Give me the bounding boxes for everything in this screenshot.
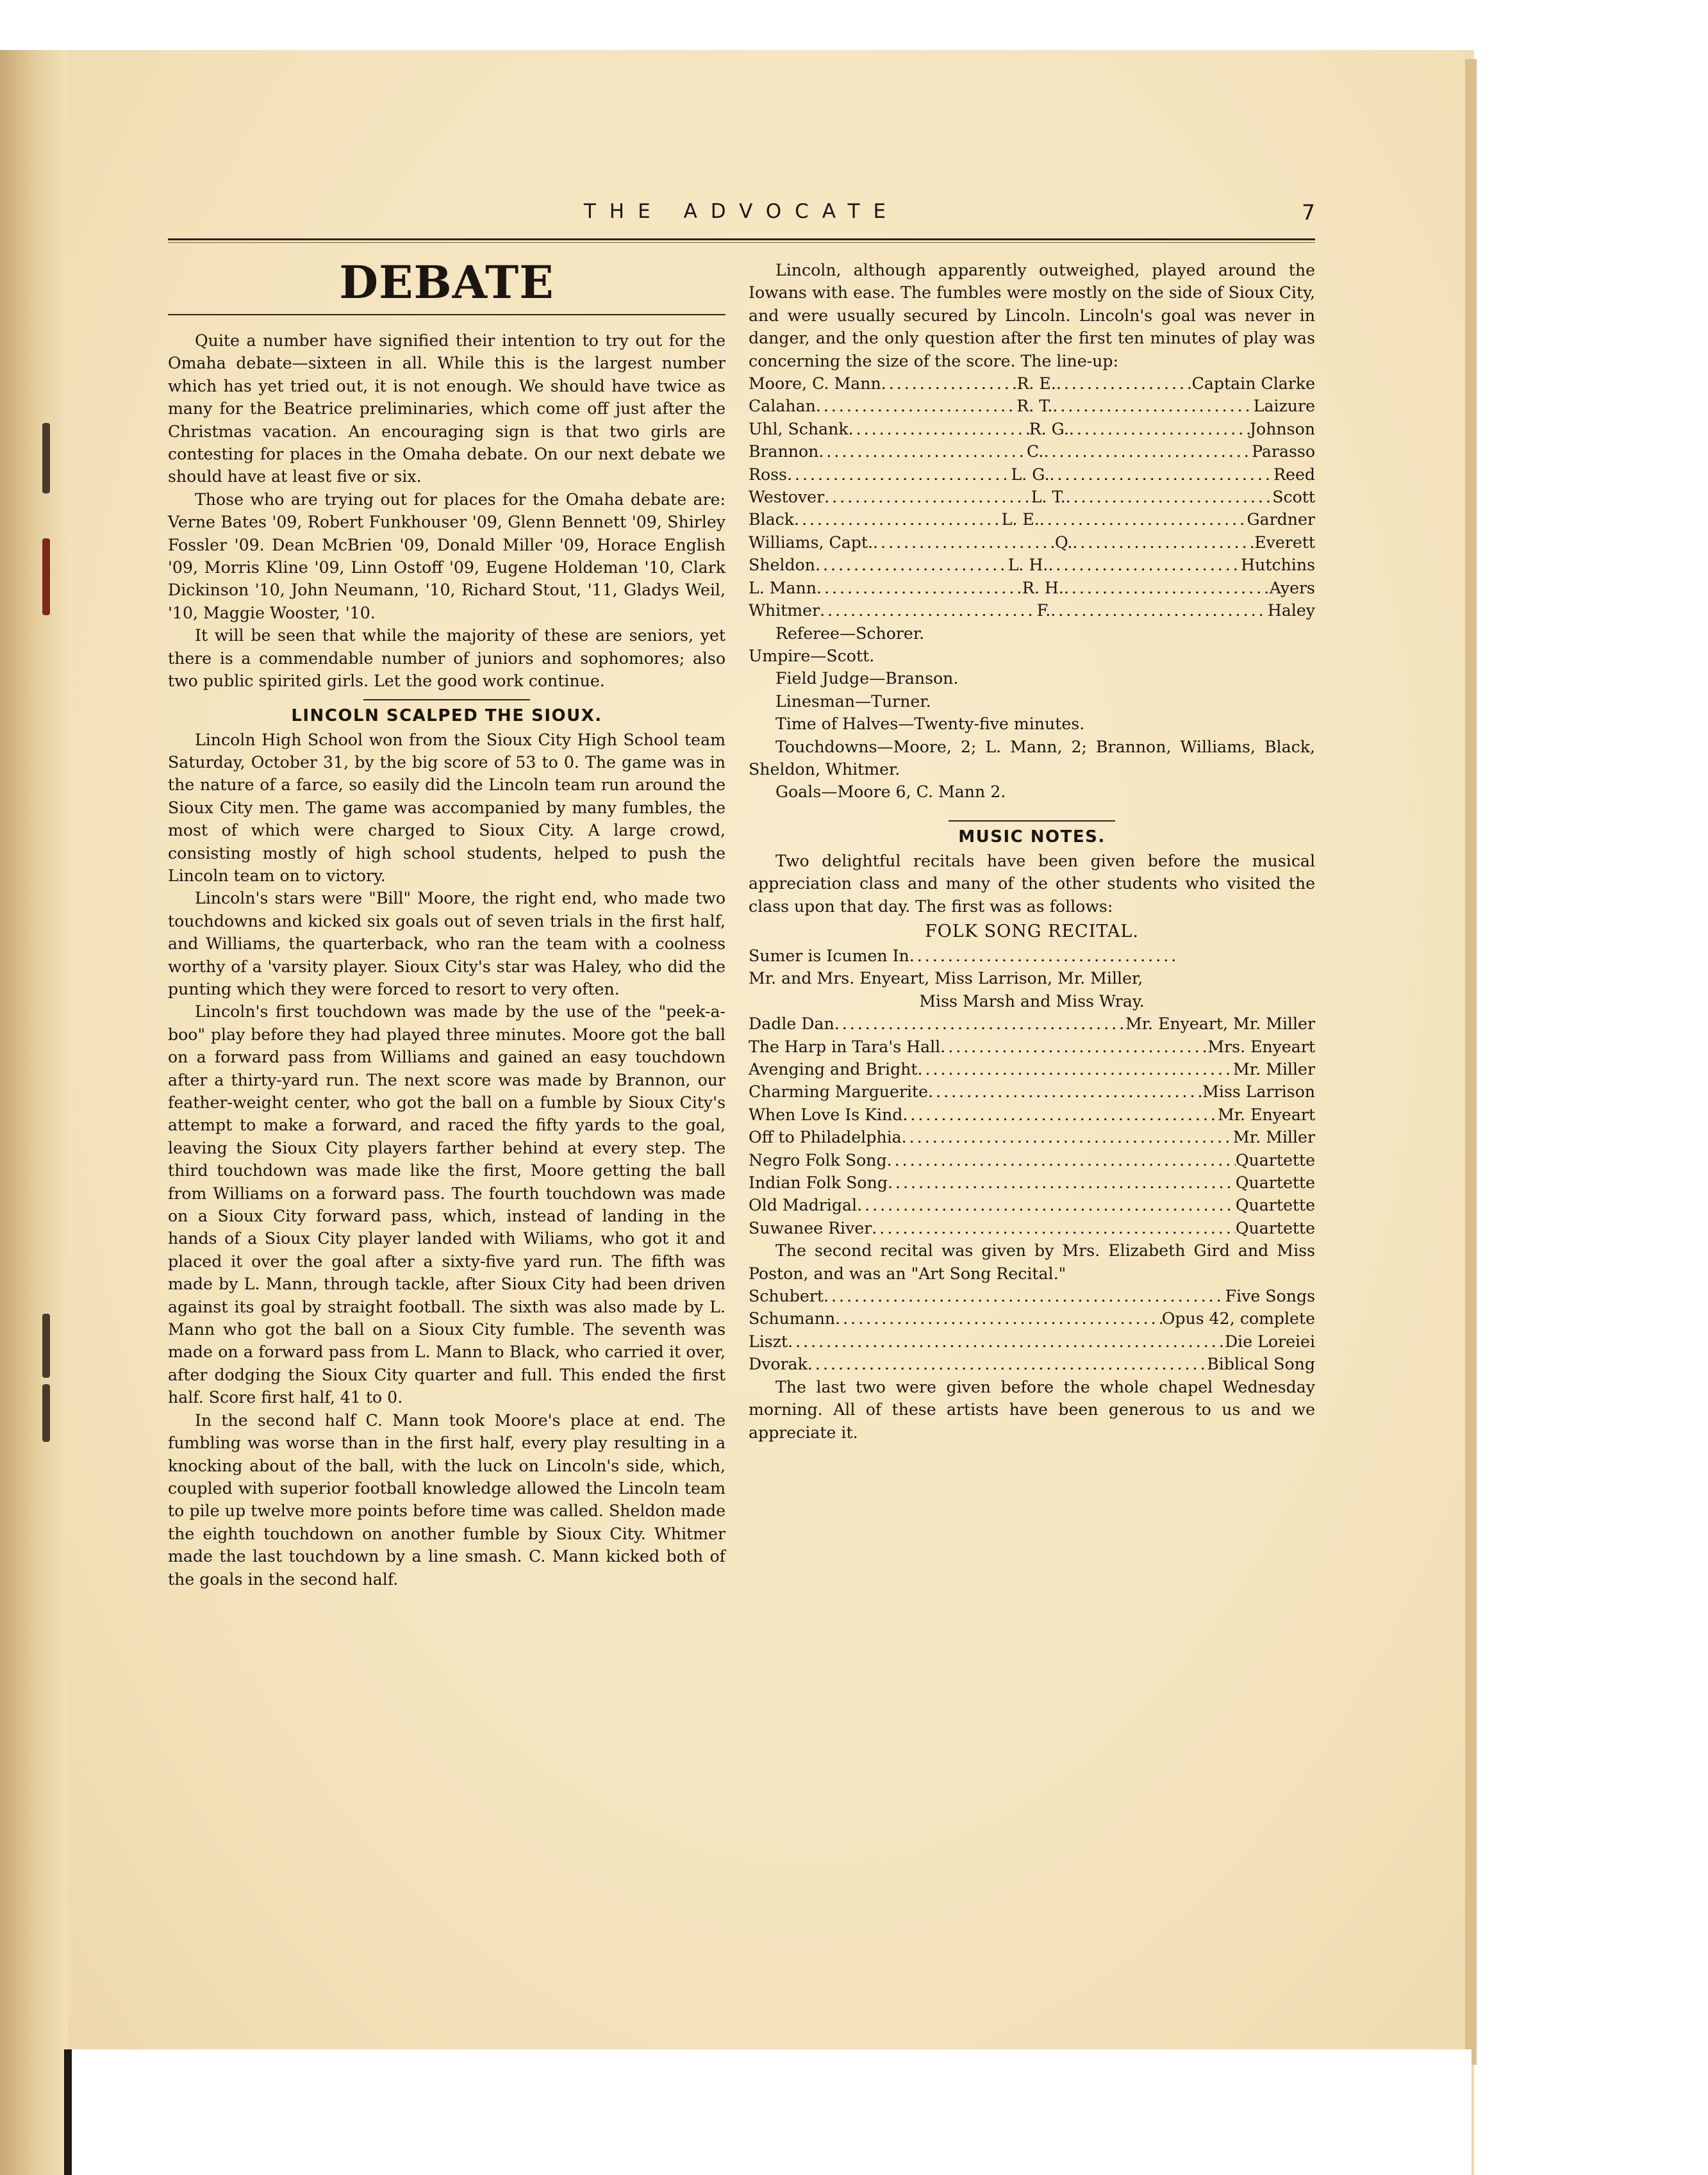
left-column xyxy=(168,246,725,1591)
lineup-row: Calahan . . . R. T. . . . Laizure xyxy=(749,395,1315,417)
staple-mark xyxy=(42,1384,50,1442)
program-row: Avenging and Bright . . . Mr. Miller xyxy=(749,1058,1315,1080)
music-heading: MUSIC NOTES. xyxy=(958,827,1106,847)
football-paragraph: Lincoln, although apparently outweighed, played around the Iowans with ease. The fumbles were mostly on the side of Sioux City, and were usually secured by Lincoln. Lincoln's goal was never in danger, and the only question after the first ten minutes of play was concerning the size of the score. The line-up: xyxy=(749,261,1315,370)
lineup-row: Whitmer . . . F. . . . Haley xyxy=(749,599,1315,622)
music-paragraph: The second recital was given by Mrs. Elizabeth Gird and Miss Poston, and was an "Art Song Recital." xyxy=(749,1241,1315,1283)
staple-mark xyxy=(42,538,50,615)
program-row: Dadle Dan . . . Mr. Enyeart, Mr. Miller xyxy=(749,1013,1315,1035)
lineup-row: Sheldon . . . L. H. . . . Hutchins xyxy=(749,554,1315,576)
lineup-row: L. Mann . . . R. H. . . . Ayers xyxy=(749,577,1315,599)
lineup-row: Uhl, Schank . . . R. G. . . . Johnson xyxy=(749,418,1315,440)
program-row: Suwanee River . . . Quartette xyxy=(749,1217,1315,1239)
program-row: Indian Folk Song . . . Quartette xyxy=(749,1171,1315,1194)
program-row: Dvorak . . . Biblical Song xyxy=(749,1353,1315,1375)
program-row: Off to Philadelphia . . . Mr. Miller xyxy=(749,1126,1315,1148)
running-header xyxy=(168,200,1315,232)
football-heading: LINCOLN SCALPED THE SIOUX. xyxy=(291,706,602,725)
program-row: Liszt . . . Die Loreiei xyxy=(749,1330,1315,1353)
program-row: Charming Marguerite . . . Miss Larrison xyxy=(749,1080,1315,1103)
program-row: When Love Is Kind . . . Mr. Enyeart xyxy=(749,1104,1315,1126)
program-row: Sumer is Icumen In . . . xyxy=(749,945,1315,967)
football-paragraph: Lincoln's stars were "Bill" Moore, the right end, who made two touchdowns and kicked six goals out of seven trials in the first half, and Williams, the quarterback, who ran the team with a coolness worthy of a 'varsity player. Sioux City's star was Haley, who did the punting which they were forced to resort to very often. xyxy=(168,889,725,998)
lineup-row: Moore, C. Mann . . . R. E. . . . Captain Clarke xyxy=(749,372,1315,395)
lineup-table xyxy=(749,372,1315,622)
lineup-row: Brannon . . . C. . . . Parasso xyxy=(749,440,1315,463)
debate-paragraph: Quite a number have signified their intention to try out for the Omaha debate—sixteen in all. While this is the largest number which has yet tried out, it is not enough. We should have twice as many for the Beatrice preliminaries, which come off just after the Christmas vacation. An encouraging sign is that two girls are contesting for places in the Omaha debate. On our next debate we should have at least five or six. xyxy=(168,331,725,486)
page-edge-shadow xyxy=(1465,59,1477,2065)
staple-mark xyxy=(42,1314,50,1378)
football-paragraph: In the second half C. Mann took Moore's place at end. The fumbling was worse than in the first half, every play resulting in a knocking about of the ball, with the luck on Lincoln's side, which, coupled with superior football knowledge allowed the Lincoln team to pile up twelve more points before time was called. Sheldon made the eighth touchdown on another fumble by Sioux City. Whitmer made the last touchdown by a line smash. C. Mann kicked both of the goals in the second half. xyxy=(168,1410,725,1589)
lineup-row: Westover . . . L. T. . . . Scott xyxy=(749,486,1315,508)
official-line: Time of Halves—Twenty-five minutes. xyxy=(775,715,1085,734)
football-paragraph: Lincoln's first touchdown was made by the use of the "peek-a-boo" play before they had played three minutes. Moore got the ball on a forward pass from Williams and gained an easy touchdown after a thirty-yard run. The next score was made by Brannon, our feather-weight center, who got the ball on a fumble by Sioux City's attempt to make a forward, and raced the fifty yards to the goal, leaving the Sioux City players farther behind at every step. The third touchdown was made like the first, Moore getting the ball from Williams on a forward pass. The fourth touchdown was made on a Sioux City forward pass, which, instead of landing in the hands of a Sioux City player landed with Wiliams, who got it and placed it over the goal after a sixty-five yard run. The fifth was made by L. Mann, through tackle, after Sioux City had been driven against its goal by straight football. The sixth was also made by L. Mann who got the ball on a Sioux City fumble. The seventh was made on a forward pass from L. Mann to Black, who carried it over, after dodging the Sioux City quarter and full. This ended the first half. Score first half, 41 to 0. xyxy=(168,1002,725,1407)
lineup-row: Williams, Capt. . . . Q. . . . Everett xyxy=(749,531,1315,554)
recital-title: FOLK SONG RECITAL. xyxy=(925,921,1139,941)
program-list xyxy=(749,1013,1315,1239)
program-row: Old Madrigal . . . Quartette xyxy=(749,1194,1315,1216)
page-number: 7 xyxy=(1302,200,1315,225)
program-row: Schubert . . . Five Songs xyxy=(749,1285,1315,1307)
official-line: Field Judge—Branson. xyxy=(775,669,959,688)
touchdowns-line: Touchdowns—Moore, 2; L. Mann, 2; Brannon, Williams, Black, Sheldon, Whitmer. xyxy=(749,737,1315,779)
official-line: Referee—Schorer. xyxy=(775,624,925,643)
program-row: The Harp in Tara's Hall . . . Mrs. Enyeart xyxy=(749,1036,1315,1058)
header-rule xyxy=(168,238,1315,240)
section-rule xyxy=(949,820,1115,822)
official-line: Umpire—Scott. xyxy=(749,646,875,665)
football-paragraph: Lincoln High School won from the Sioux City High School team Saturday, October 31, by the big score of 53 to 0. The game was in the nature of a farce, so easily did the Lincoln team run around the Sioux City men. The game was accompanied by many fumbles, the most of which were charged to Sioux City. A large crowd, consisting mostly of high school students, helped to push the Lincoln team on to victory. xyxy=(168,730,725,885)
section-rule xyxy=(363,699,530,700)
header-rule xyxy=(168,242,1315,243)
debate-paragraph: Those who are trying out for places for the Omaha debate are: Verne Bates '09, Robert Funkhouser '09, Glenn Bennett '09, Shirley Fossler '09. Dean McBrien '09, Donald Miller '09, Horace English '09, Morris Kline '09, Linn Ostoff '09, Eugene Holdeman '10, Clark Dickinson '10, John Neumann, '10, Richard Stout, '11, Gladys Weil, '10, Maggie Wooster, '10. xyxy=(168,490,725,622)
performers-line: Miss Marsh and Miss Wray. xyxy=(919,991,1145,1011)
program-row: Negro Folk Song . . . Quartette xyxy=(749,1149,1315,1171)
music-paragraph: Two delightful recitals have been given before the musical appreciation class and many of the other students who visited the class upon that day. The first was as follows: xyxy=(749,851,1315,916)
running-title: THE ADVOCATE xyxy=(583,200,900,223)
music-paragraph: The last two were given before the whole chapel Wednesday morning. All of these artists have been generous to us and we appreciate it. xyxy=(749,1377,1315,1442)
staple-mark xyxy=(42,423,50,493)
debate-paragraph: It will be seen that while the majority of these are seniors, yet there is a commendable number of juniors and sophomores; also two public spirited girls. Let the good work continue. xyxy=(168,626,725,691)
goals-line: Goals—Moore 6, C. Mann 2. xyxy=(775,782,1006,802)
official-line: Linesman—Turner. xyxy=(775,691,931,711)
binding-edge xyxy=(0,50,68,2175)
performers-line: Mr. and Mrs. Enyeart, Miss Larrison, Mr. Miller, xyxy=(749,969,1143,988)
lineup-row: Ross . . . L. G. . . . Reed xyxy=(749,463,1315,486)
background xyxy=(68,2049,1472,2175)
program-list xyxy=(749,1285,1315,1376)
right-column xyxy=(749,259,1315,1444)
program-row: Schumann . . . Opus 42, complete xyxy=(749,1307,1315,1330)
debate-heading: DEBATE xyxy=(339,256,554,309)
heading-rule xyxy=(168,314,725,315)
lineup-row: Black . . . L. E. . . . Gardner xyxy=(749,508,1315,531)
binding-strip xyxy=(64,2049,72,2175)
